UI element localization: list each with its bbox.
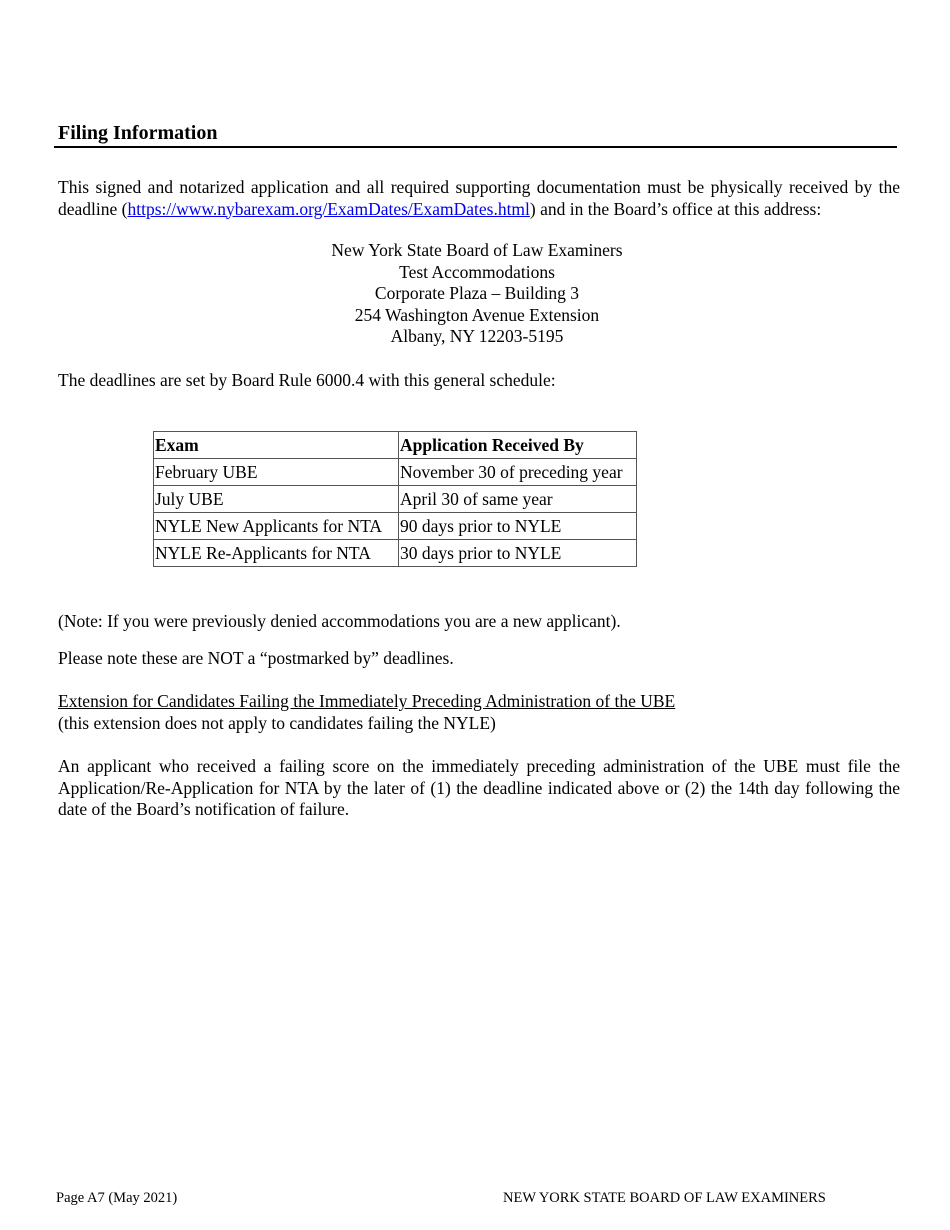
new-applicant-note: (Note: If you were previously denied accommodations you are a new applicant). (58, 611, 621, 631)
address-line-5: Albany, NY 12203-5195 (390, 326, 564, 346)
address-line-3: Corporate Plaza – Building 3 (374, 283, 580, 303)
table-row (154, 459, 637, 486)
extension-title: Extension for Candidates Failing the Immediately Preceding Administration of the UBE (58, 691, 676, 711)
table-cell: July UBE (154, 486, 399, 513)
address-line-1: New York State Board of Law Examiners (331, 240, 623, 260)
postmarked-note: Please note these are NOT a “postmarked by” deadlines. (58, 648, 454, 668)
table-cell: NYLE Re-Applicants for NTA (154, 540, 399, 567)
table-cell: 30 days prior to NYLE (399, 540, 637, 567)
extension-subtitle: (this extension does not apply to candidates failing the NYLE) (58, 712, 496, 733)
address-line-4: 254 Washington Avenue Extension (354, 304, 600, 325)
exam-dates-link[interactable]: https://www.nybarexam.org/ExamDates/ExamDates.html (127, 198, 530, 219)
table-row (154, 486, 637, 513)
table-cell: November 30 of preceding year (399, 459, 637, 486)
table-cell: February UBE (154, 459, 399, 486)
address-line-2: Test Accommodations (399, 261, 555, 282)
intro-text-before: This signed and notarized application and all required supporting documentation must be physically received by the deadline ( (58, 177, 900, 219)
extension-body: An applicant who received a failing score on the immediately preceding administration of the UBE must file the Application/Re-Application for NTA by the later of (1) the deadline indicated above or (2) the 14th day following the date of the Board’s notification of failure. (58, 756, 900, 819)
section-divider (54, 146, 897, 148)
section-title: Filing Information (58, 122, 218, 144)
table-header-row (154, 432, 637, 459)
intro-paragraph (58, 177, 900, 220)
footer-organization: NEW YORK STATE BOARD OF LAW EXAMINERS (503, 1190, 826, 1206)
board-address (0, 240, 950, 348)
table-cell: 90 days prior to NYLE (399, 513, 637, 540)
header-received-by: Application Received By (399, 432, 637, 459)
extension-section (58, 691, 900, 734)
header-exam: Exam (154, 432, 399, 459)
table-row (154, 513, 637, 540)
table-row (154, 540, 637, 567)
table-cell: NYLE New Applicants for NTA (154, 513, 399, 540)
deadline-table (153, 431, 637, 567)
schedule-intro: The deadlines are set by Board Rule 6000.4 with this general schedule: (58, 370, 556, 390)
intro-text-after: ) and in the Board’s office at this address: (529, 198, 822, 219)
footer-page-number: Page A7 (May 2021) (56, 1190, 178, 1206)
table-cell: April 30 of same year (399, 486, 637, 513)
